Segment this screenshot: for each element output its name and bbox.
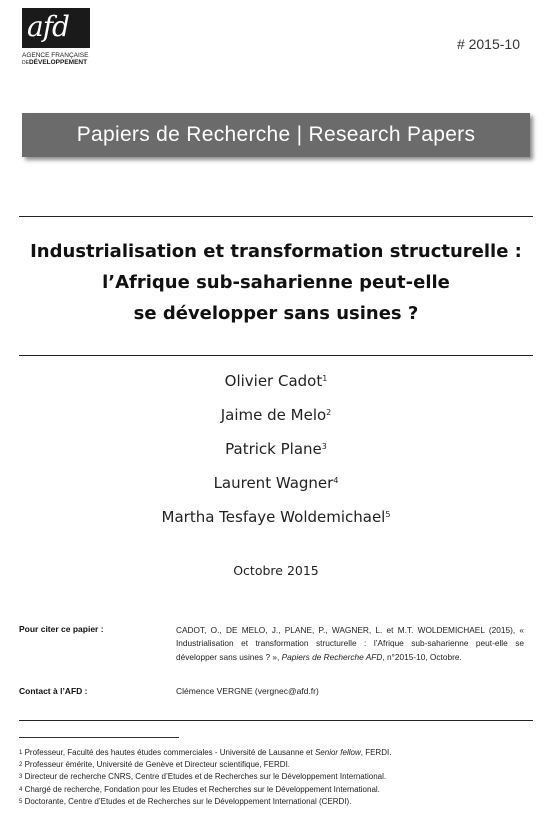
footnote: $^5$ Doctorante, Centre d’Etudes et de Recherches sur le Développement International (CERDI). (19, 796, 352, 806)
author: Jaime de Melo$^2$ (220, 406, 332, 424)
title-top-rule (19, 216, 533, 217)
title-line: se développer sans usines ? (133, 303, 419, 324)
banner-text: Papiers de Recherche | Research Papers (76, 123, 476, 146)
footnote: $^2$ Professeur émérite, Université de Genève et Directeur scientifique, FERDI. (19, 760, 291, 770)
author: Martha Tesfaye Woldemichael$^5$ (161, 508, 391, 526)
contact-text: Clémence VERGNE (vergnec@afd.fr) (176, 686, 319, 696)
footnote: $^3$ Directeur de recherche CNRS, Centre d’Etudes et de Recherches sur le Développement International. (19, 772, 387, 782)
logo-text: afd (27, 10, 69, 43)
author: Patrick Plane$^3$ (225, 440, 327, 458)
series-banner (22, 113, 530, 157)
footnote: $^4$ Chargé de recherche, Fondation pour les Etudes et Recherches sur le Développement International. (19, 784, 380, 794)
logo-line-1: AGENCE FRANÇAISE (22, 52, 89, 59)
author: Laurent Wagner$^4$ (213, 474, 339, 492)
paper-title (0, 236, 552, 329)
citation-label: Pour citer ce papier : (19, 624, 104, 634)
footnote-separator-rule (19, 720, 533, 721)
title-line: Industrialisation et transformation structurelle : (30, 241, 522, 262)
afd-logo (22, 8, 102, 68)
logo-mark (22, 8, 90, 48)
footnote-short-rule (19, 737, 179, 738)
citation-text: CADOT, O., DE MELO, J., PLANE, P., WAGNER, L. et M.T. WOLDEMICHAEL (2015), « Industrialisation et transformation structurelle : l’Afrique sub-saharienne peut-elle se développer sans usines ? », Papiers de Recherche AFD, n°2015-10, Octobre. (176, 625, 524, 662)
contact-label: Contact à l’AFD : (19, 686, 88, 696)
logo-subtitle (22, 52, 88, 67)
title-bottom-rule (19, 355, 533, 356)
author: Olivier Cadot$^1$ (224, 372, 328, 390)
footnote: $^1$ Professeur, Faculté des hautes études commerciales - Université de Lausanne et Senior fellow, FERDI. (19, 748, 392, 757)
logo-line-2: DEDÉVELOPPEMENT (22, 59, 88, 66)
footnotes (19, 747, 539, 808)
author-list (0, 370, 552, 540)
publication-date: Octobre 2015 (233, 563, 319, 578)
title-line: l’Afrique sub-saharienne peut-elle (102, 272, 450, 293)
series-number: # 2015-10 (456, 36, 520, 52)
